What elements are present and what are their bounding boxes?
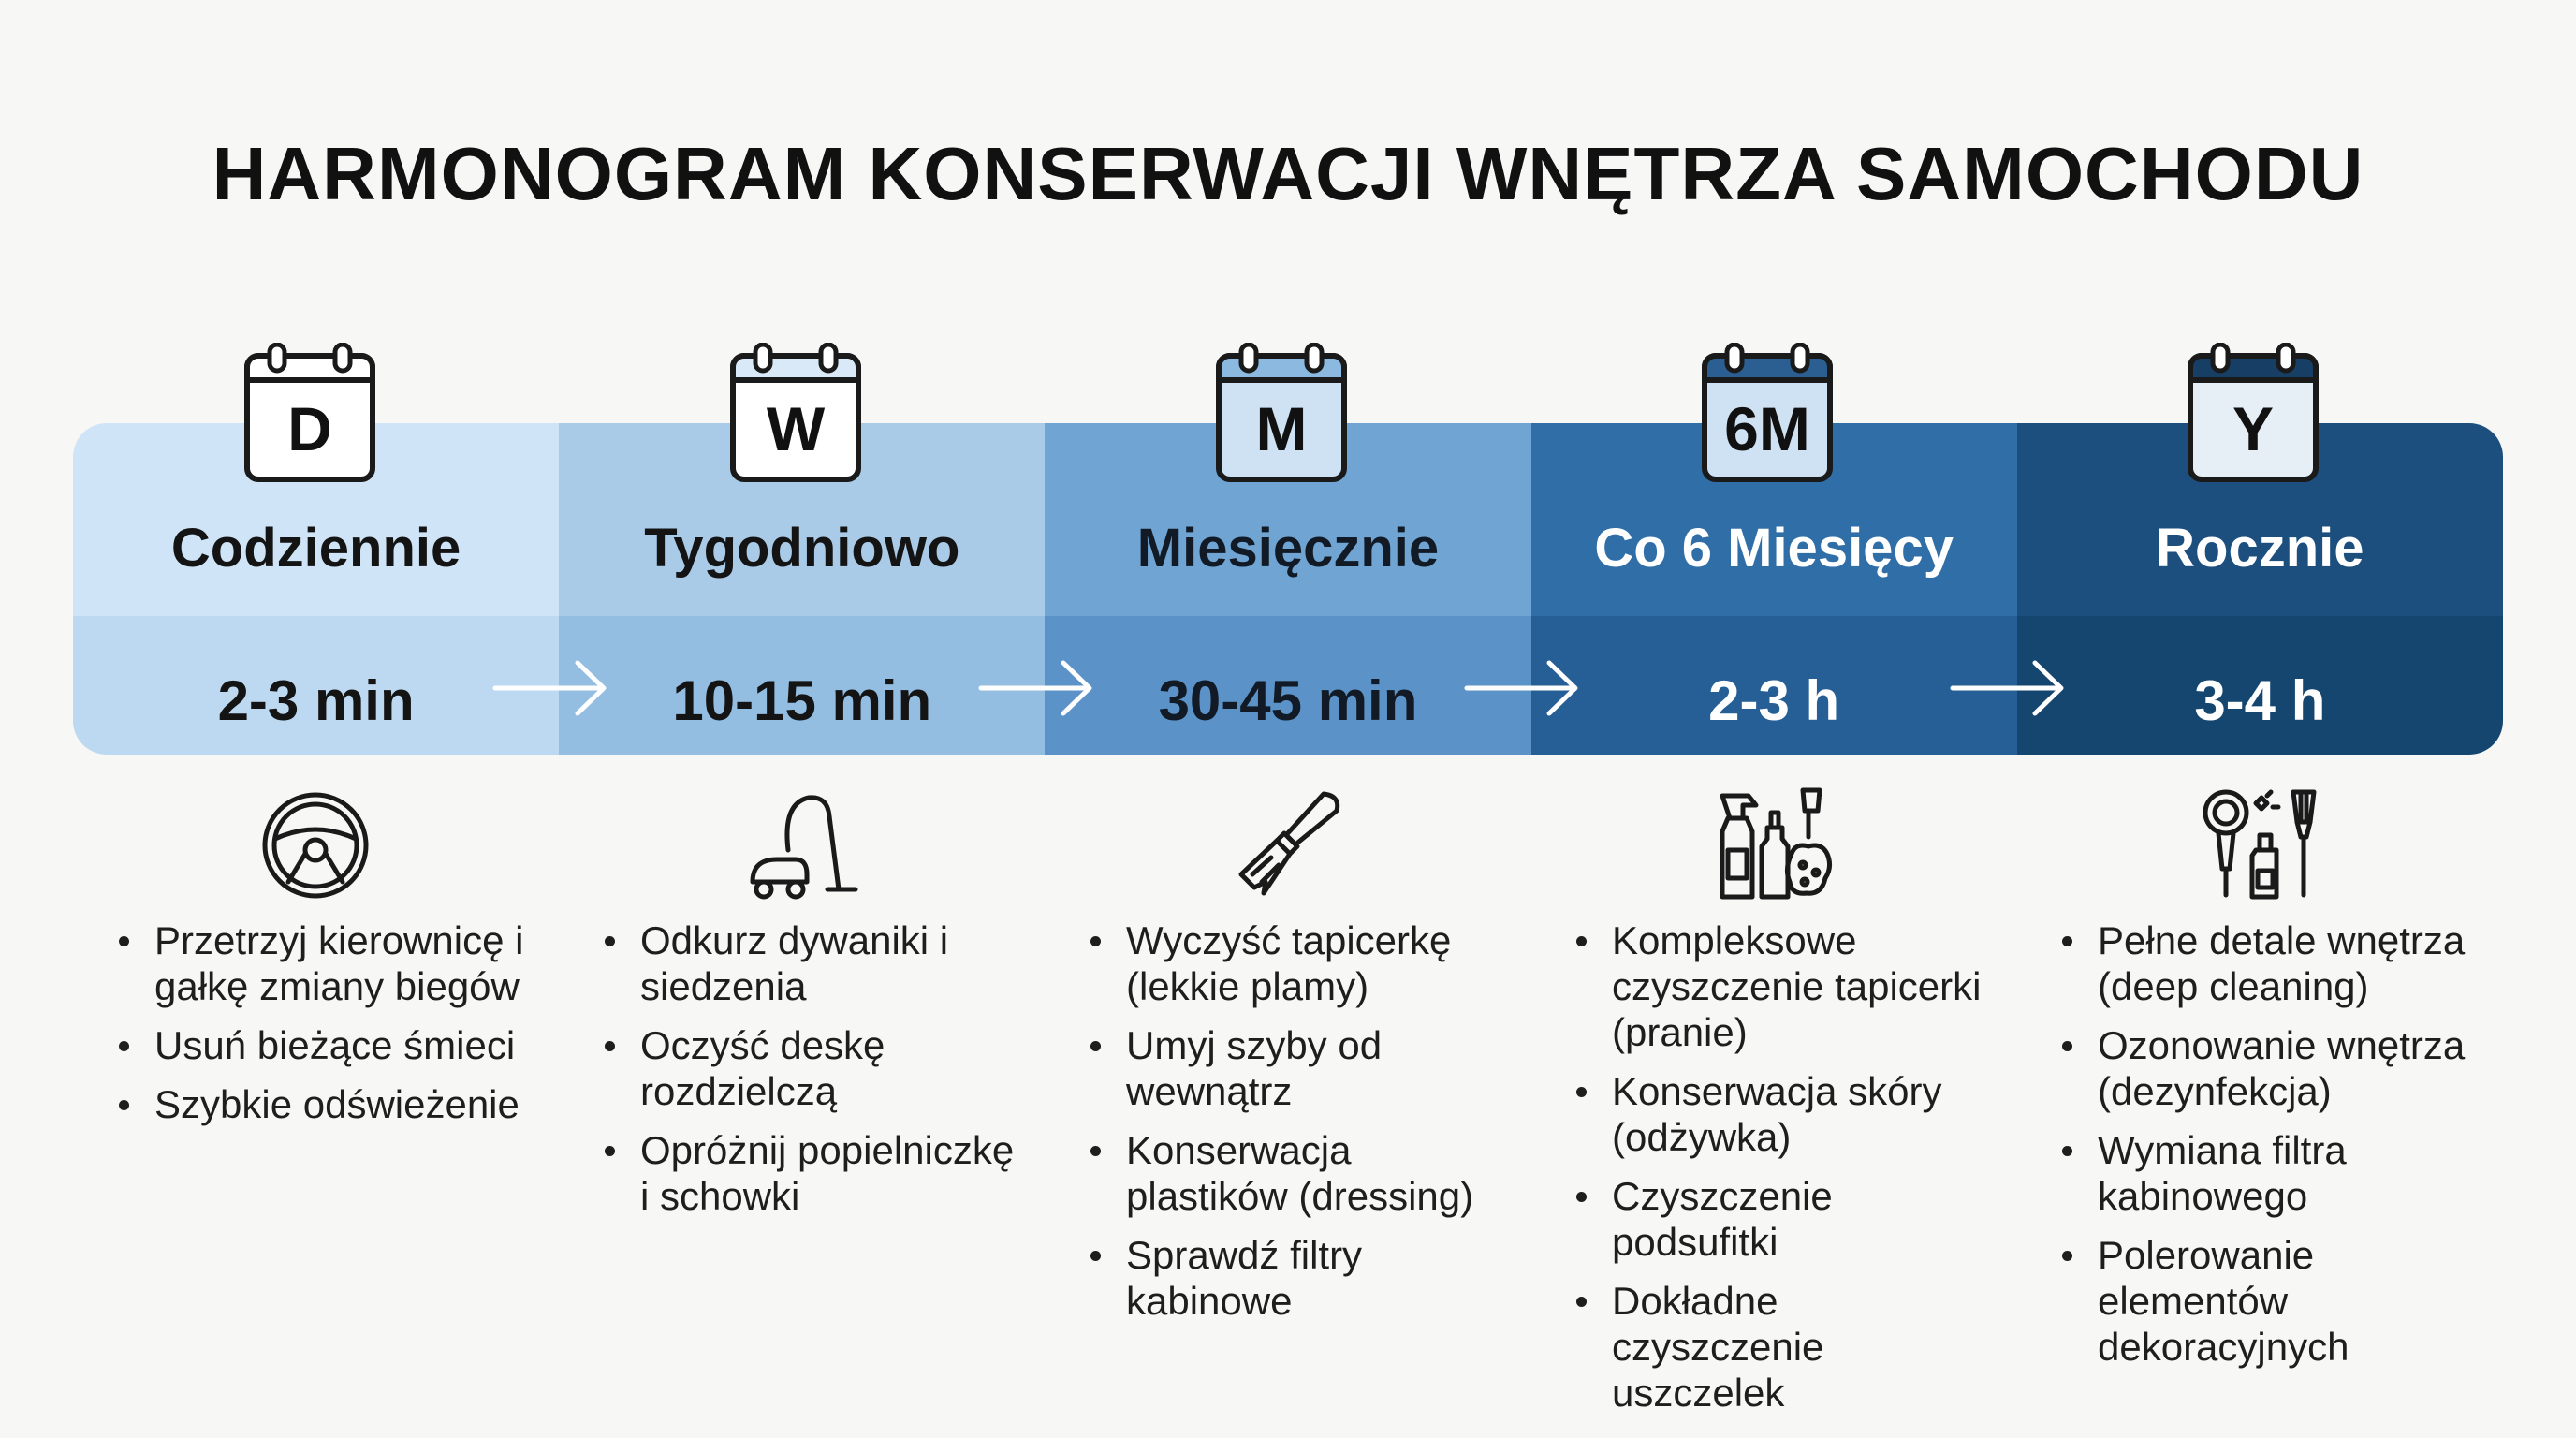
list-item: Szybkie odświeżenie [117,1081,529,1127]
task-list [2060,917,2472,1383]
list-item: Wymiana filtra kabinowego [2060,1127,2472,1219]
list-item: Przetrzyj kierownicę i gałkę zmiany biegów [117,917,529,1009]
list-item: Oczyść deskę rozdzielczą [603,1022,1015,1114]
task-list [1574,917,1986,1429]
list-item: Kompleksowe czyszczenie tapicerki (pranie) [1574,917,1986,1055]
vacuum-cleaner-icon [741,785,863,906]
task-list [117,917,529,1140]
steering-wheel-icon [255,785,376,906]
arrow-right-icon [1949,655,2069,721]
calendar-icon [1701,343,1834,485]
frequency-label: Rocznie [2156,518,2364,579]
duration-label: 10-15 min [672,669,932,732]
duration-label: 2-3 min [217,669,415,732]
calendar-icon [729,343,862,485]
calendar-letter: W [766,394,826,463]
list-item: Sprawdź filtry kabinowe [1089,1232,1500,1324]
duration-label: 3-4 h [2194,669,2326,732]
list-item: Wyczyść tapicerkę (lekkie plamy) [1089,917,1500,1009]
detailing-kit-icon [2200,785,2321,906]
task-list [1089,917,1500,1337]
list-item: Konserwacja plastików (dressing) [1089,1127,1500,1219]
list-item: Umyj szyby od wewnątrz [1089,1022,1500,1114]
frequency-label: Codziennie [170,518,461,579]
calendar-letter: M [1255,394,1308,463]
frequency-label: Miesięcznie [1136,518,1440,579]
arrow-right-icon [491,655,611,721]
list-item: Czyszczenie podsufitki [1574,1173,1986,1265]
frequency-label: Tygodniowo [644,518,960,579]
list-item: Polerowanie elementów dekoracyjnych [2060,1232,2472,1370]
task-list [603,917,1015,1232]
list-item: Dokładne czyszczenie uszczelek [1574,1278,1986,1416]
page-title: HARMONOGRAM KONSERWACJI WNĘTRZA SAMOCHODU [212,132,2364,215]
calendar-letter: 6M [1724,394,1810,463]
cleaning-supplies-icon [1715,785,1837,906]
duration-label: 2-3 h [1708,669,1840,732]
list-item: Opróżnij popielniczkę i schowki [603,1127,1015,1219]
list-item: Pełne detale wnętrza (deep cleaning) [2060,917,2472,1009]
calendar-icon [243,343,376,485]
arrow-right-icon [977,655,1097,721]
arrow-right-icon [1463,655,1583,721]
list-item: Odkurz dywaniki i siedzenia [603,917,1015,1009]
calendar-icon [1215,343,1348,485]
brush-icon [1228,785,1350,906]
list-item: Konserwacja skóry (odżywka) [1574,1068,1986,1160]
calendar-icon [2187,343,2320,485]
calendar-letter: D [287,394,332,463]
frequency-label: Co 6 Miesięcy [1594,518,1954,579]
list-item: Ozonowanie wnętrza (dezynfekcja) [2060,1022,2472,1114]
list-item: Usuń bieżące śmieci [117,1022,529,1068]
duration-label: 30-45 min [1158,669,1418,732]
calendar-letter: Y [2232,394,2275,463]
